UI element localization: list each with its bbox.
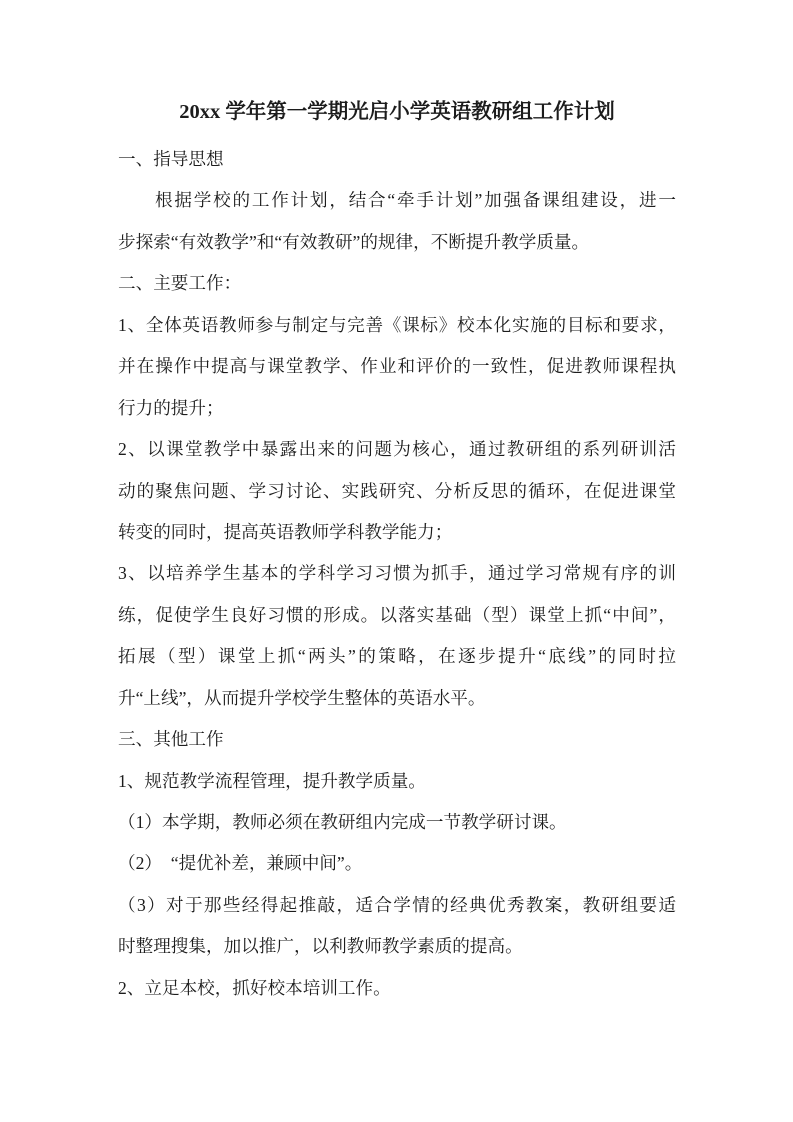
text-line: 时整理搜集，加以推广，以利教师教学素质的提高。 [118,936,523,957]
text-line: 转变的同时，提高英语教师学科教学能力； [118,521,453,542]
para-main-work-1 [118,305,676,429]
para-other-work-1 [118,761,676,802]
text-line: 升“上线”，从而提升学校学生整体的英语水平。 [118,687,486,708]
section-heading-3 [118,719,676,760]
text-line: 并在操作中提高与课堂教学、作业和评价的一致性，促进教师课程执 [118,356,676,377]
text-line: 拓展（型）课堂上抓“两头”的策略，在逐步提升“底线”的同时拉 [118,646,676,667]
text-line: 1、规范教学流程管理，提升教学质量。 [118,770,426,791]
text-line: 1、全体英语教师参与制定与完善《课标》校本化实施的目标和要求， [118,314,676,335]
document-body [118,139,676,1009]
text-line: （1）本学期，教师必须在教研组内完成一节教学研讨课。 [118,812,567,832]
text-line: 根据学校的工作计划，结合“牵手计划”加强备课组建设，进一 [155,190,676,211]
text-line: （3）对于那些经得起推敲，适合学情的经典优秀教案，教研组要适 [118,894,676,915]
text-line: 练，促使学生良好习惯的形成。以落实基础（型）课堂上抓“中间”， [118,604,676,625]
text-line: 3、以培养学生基本的学科学习习惯为抓手，通过学习常规有序的训 [118,563,676,584]
para-other-work-1-3 [118,885,676,968]
document-title: 20xx 学年第一学期光启小学英语教研组工作计划 [179,101,615,123]
para-other-work-2 [118,968,676,1009]
text-line: 二、主要工作： [118,273,242,294]
text-line: 步探索“有效教学”和“有效教研”的规律，不断提升教学质量。 [118,231,590,252]
para-other-work-1-2 [118,843,676,884]
text-line: 动的聚焦问题、学习讨论、实践研究、分析反思的循环，在促进课堂 [118,480,676,501]
para-main-work-3 [118,553,676,719]
text-line: 2、立足本校，抓好校本培训工作。 [118,977,391,998]
para-guiding-thought [118,180,676,263]
text-line: 三、其他工作 [118,729,224,750]
text-line: （2） “提优补差，兼顾中间”。 [118,853,363,874]
section-heading-2 [118,263,676,304]
para-other-work-1-1 [118,802,676,843]
text-line: 2、以课堂教学中暴露出来的问题为核心，通过教研组的系列研训活 [118,439,676,460]
section-heading-1 [118,139,676,180]
text-line: 行力的提升； [118,397,224,418]
para-main-work-2 [118,429,676,553]
text-line: 一、指导思想 [118,149,224,169]
